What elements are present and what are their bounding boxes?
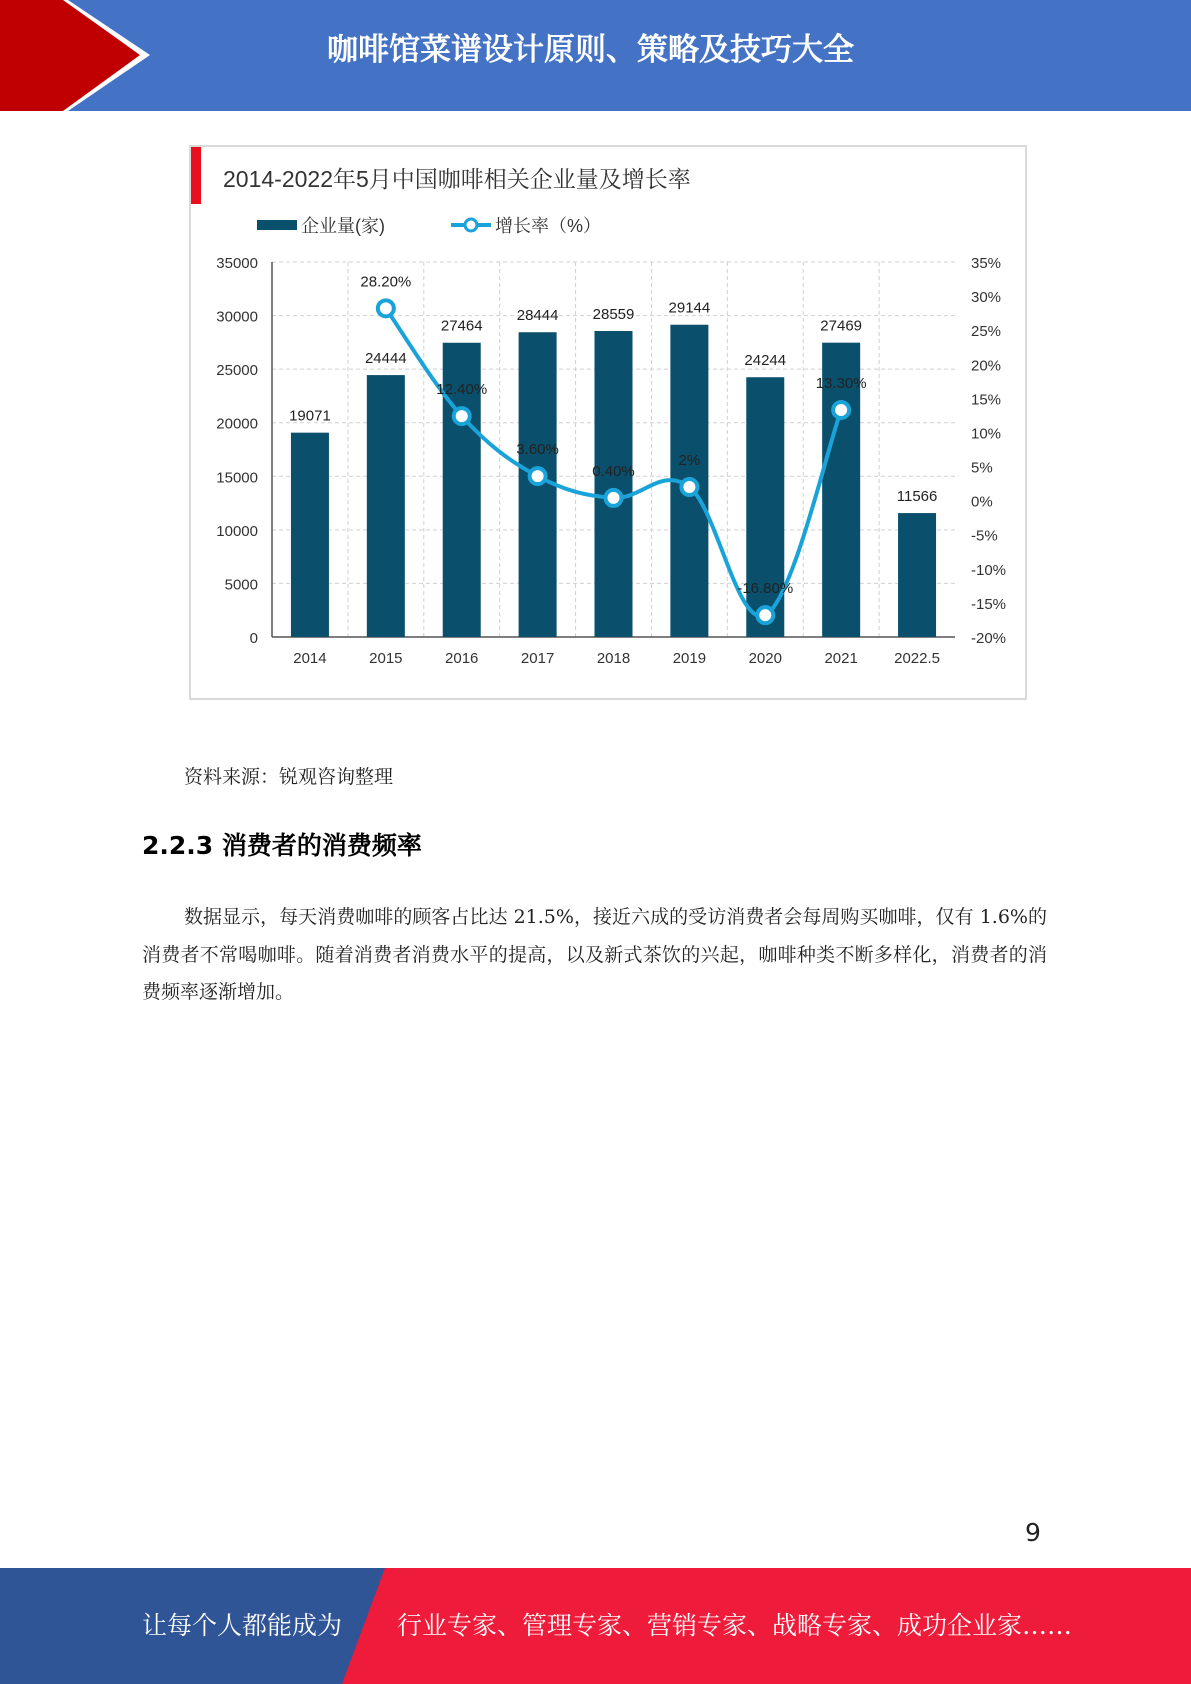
y2-tick-label: -15% <box>971 595 1007 613</box>
chart <box>189 145 1027 700</box>
header-chevron-decoration <box>0 0 160 111</box>
x-tick-label: 2014 <box>293 650 327 667</box>
y-tick-label: 30000 <box>216 308 258 326</box>
growth-rate-label: 13.30% <box>815 374 867 392</box>
x-tick-label: 2016 <box>445 650 479 667</box>
footer-slogan-left: 让每个人都能成为 <box>142 1611 343 1640</box>
y-tick-label: 20000 <box>216 415 258 433</box>
x-tick-label: 2020 <box>748 650 782 667</box>
growth-rate-label: 12.40% <box>436 381 488 399</box>
growth-rate-label: 28.20% <box>360 273 412 291</box>
y2-tick-label: -10% <box>971 561 1007 579</box>
bar-data-label: 28444 <box>516 307 559 325</box>
y-tick-label: 15000 <box>216 469 258 487</box>
y2-tick-label: 25% <box>971 323 1002 341</box>
bar-data-label: 27464 <box>440 317 483 335</box>
bar-data-label: 11566 <box>896 488 938 506</box>
growth-rate-point <box>757 607 773 623</box>
bar <box>367 375 405 637</box>
x-tick-label: 2019 <box>672 650 707 667</box>
growth-rate-label: 0.40% <box>592 462 635 480</box>
growth-rate-point <box>530 468 546 484</box>
y2-tick-label: 35% <box>971 255 1002 272</box>
y2-tick-label: 0% <box>971 493 993 511</box>
page-footer <box>0 1568 1191 1684</box>
growth-rate-label: 3.60% <box>516 441 559 459</box>
y2-tick-label: 10% <box>971 425 1002 443</box>
growth-rate-label: 2% <box>678 452 701 469</box>
chart-title: 2014-2022年5月中国咖啡相关企业量及增长率 <box>223 166 691 192</box>
y2-tick-label: 5% <box>971 459 993 477</box>
bar <box>291 433 329 637</box>
y2-tick-label: 15% <box>971 391 1002 409</box>
chart-source: 资料来源：锐观咨询整理 <box>184 766 394 788</box>
growth-rate-point <box>454 408 470 424</box>
x-tick-label: 2021 <box>824 650 858 667</box>
page-number: 9 <box>1025 1518 1041 1547</box>
header-title: 咖啡馆菜谱设计原则、策略及技巧大全 <box>327 32 854 68</box>
y-tick-label: 35000 <box>216 255 258 272</box>
y2-tick-label: 30% <box>971 289 1002 307</box>
growth-rate-point <box>606 490 622 506</box>
growth-rate-point <box>378 300 394 316</box>
footer-slogan-right: 行业专家、管理专家、营销专家、战略专家、成功企业家…… <box>397 1611 1073 1640</box>
y2-tick-label: -20% <box>971 630 1007 647</box>
x-tick-label: 2018 <box>596 650 631 667</box>
growth-rate-point <box>833 402 849 418</box>
x-tick-label: 2017 <box>520 650 555 667</box>
legend-line-label: 增长率（%） <box>495 216 602 236</box>
bar-data-label: 19071 <box>289 407 331 425</box>
bar-data-label: 27469 <box>820 317 863 335</box>
x-tick-label: 2015 <box>369 650 403 667</box>
chart-svg <box>191 147 1025 698</box>
y2-tick-label: -5% <box>971 527 998 545</box>
y-tick-label: 25000 <box>216 362 258 380</box>
legend-bar-label: 企业量(家) <box>301 216 385 236</box>
section-heading: 2.2.3 消费者的消费频率 <box>142 831 422 860</box>
y-tick-label: 0 <box>249 630 258 647</box>
growth-rate-label: -16.80% <box>737 580 794 598</box>
bar-data-label: 24244 <box>744 352 787 370</box>
bar <box>595 331 633 637</box>
chart-title-accent <box>191 147 201 204</box>
growth-rate-point <box>681 479 697 495</box>
bar <box>898 513 936 637</box>
bar-data-label: 28559 <box>592 306 635 324</box>
y-tick-label: 10000 <box>216 522 258 540</box>
y-tick-label: 5000 <box>224 576 258 594</box>
legend-bar-swatch <box>257 220 297 230</box>
section-paragraph: 数据显示，每天消费咖啡的顾客占比达 21.5%，接近六成的受访消费者会每周购买咖啡，仅有 1.6%的消费者不常喝咖啡。随着消费者消费水平的提高，以及新式茶饮的兴起，咖啡种类不断多样化，消费者的消费频率逐渐增加。 <box>142 906 1047 1003</box>
x-tick-label: 2022.5 <box>894 650 941 667</box>
y2-tick-label: 20% <box>971 357 1002 375</box>
legend-line-marker <box>465 219 477 231</box>
page-header <box>0 0 1191 111</box>
bar-data-label: 24444 <box>364 350 407 368</box>
bar-data-label: 29144 <box>668 299 711 317</box>
